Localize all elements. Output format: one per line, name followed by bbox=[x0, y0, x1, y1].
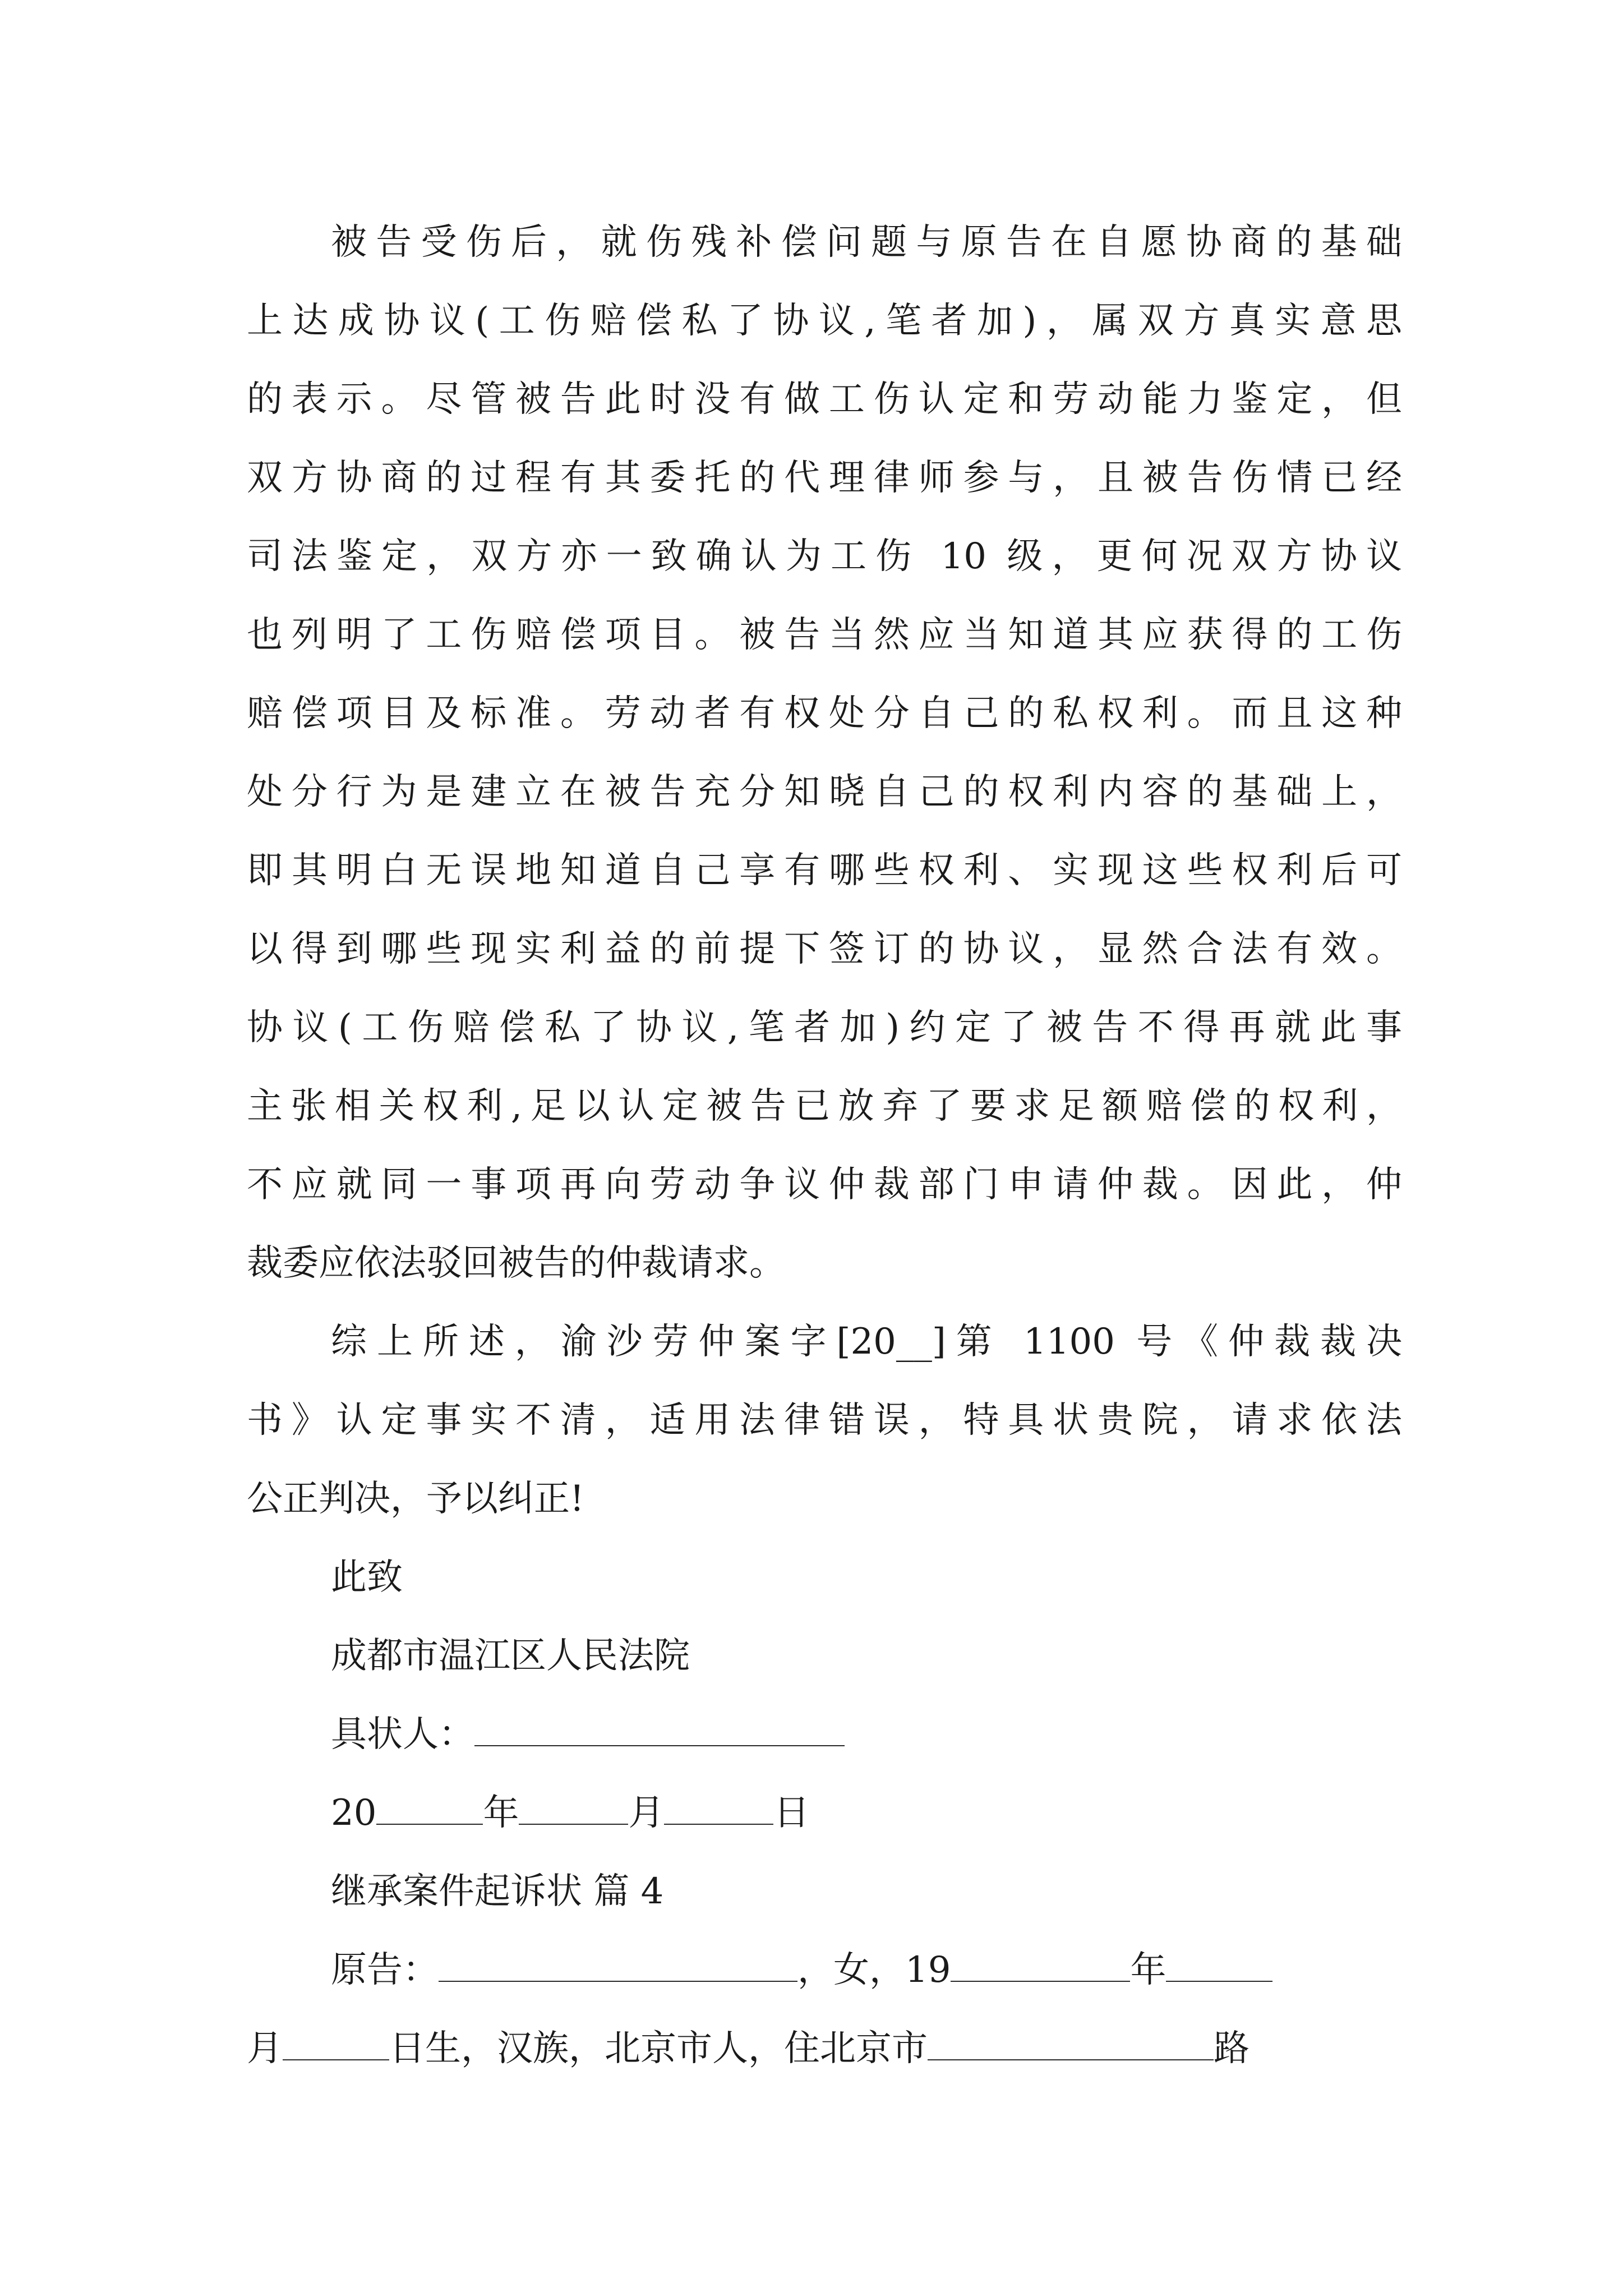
signature-line bbox=[331, 1695, 1402, 1774]
birth-year-label: 年 bbox=[1130, 1949, 1166, 1991]
paragraph-line: 赔偿项目及标准。劳动者有权处分自己的私权利。而且这种 bbox=[247, 693, 1402, 734]
year-blank bbox=[376, 1795, 483, 1825]
birth-year-blank bbox=[951, 1952, 1130, 1982]
plaintiff-line-2 bbox=[247, 2009, 1402, 2088]
paragraph-line: 裁委应依法驳回被告的仲裁请求。 bbox=[247, 1243, 785, 1284]
paragraph-line: 以得到哪些现实利益的前提下签订的协议，显然合法有效。 bbox=[247, 928, 1402, 970]
day-blank bbox=[664, 1795, 773, 1825]
paragraph-line: 公正判决，予以纠正! bbox=[247, 1478, 584, 1520]
month-blank bbox=[519, 1795, 628, 1825]
paragraph-line: 协议(工伤赔偿私了协议,笔者加)约定了被告不得再就此事 bbox=[247, 1007, 1402, 1048]
birth-month-blank-1 bbox=[1166, 1952, 1272, 1982]
paragraph-line: 司法鉴定，双方亦一致确认为工伤 10 级，更何况双方协议 bbox=[247, 536, 1402, 577]
plaintiff-address: 日生，汉族，北京市人，住北京市 bbox=[389, 2028, 928, 2069]
plaintiff-line bbox=[331, 1931, 1402, 2009]
paragraph-line: 也列明了工伤赔偿项目。被告当然应当知道其应获得的工伤 bbox=[247, 614, 1402, 656]
month-label: 月 bbox=[628, 1792, 665, 1834]
street-blank bbox=[928, 2030, 1214, 2060]
plaintiff-gender: ，女，19 bbox=[797, 1949, 951, 1991]
birth-day-blank bbox=[283, 2030, 389, 2060]
signer-label: 具状人： bbox=[331, 1714, 474, 1755]
signer-blank bbox=[474, 1716, 845, 1746]
paragraph-line: 书》认定事实不清，适用法律错误，特具状贵院，请求依法 bbox=[247, 1400, 1402, 1441]
paragraph-line: 的表示。尽管被告此时没有做工伤认定和劳动能力鉴定，但 bbox=[247, 379, 1402, 420]
birth-month-label: 月 bbox=[247, 2028, 283, 2069]
paragraph-line: 被告受伤后，就伤残补偿问题与原告在自愿协商的基础 bbox=[331, 222, 1402, 263]
day-label: 日 bbox=[773, 1792, 810, 1834]
paragraph-line: 综上所述，渝沙劳仲案字[20__]第 1100 号《仲裁裁决 bbox=[331, 1321, 1402, 1363]
date-line bbox=[331, 1774, 1402, 1852]
court-name: 成都市温江区人民法院 bbox=[331, 1635, 690, 1677]
plaintiff-name-blank bbox=[439, 1952, 797, 1982]
plaintiff-label: 原告： bbox=[331, 1949, 439, 1991]
paragraph-line: 上达成协议(工伤赔偿私了协议,笔者加)，属双方真实意思 bbox=[247, 300, 1402, 342]
year-label: 年 bbox=[483, 1792, 519, 1834]
section-heading: 继承案件起诉状 篇 4 bbox=[331, 1871, 664, 1912]
paragraph-line: 不应就同一事项再向劳动争议仲裁部门申请仲裁。因此，仲 bbox=[247, 1164, 1402, 1205]
paragraph-line: 主张相关权利,足以认定被告已放弃了要求足额赔偿的权利， bbox=[247, 1085, 1402, 1127]
year-prefix: 20 bbox=[331, 1792, 377, 1834]
paragraph-line: 处分行为是建立在被告充分知晓自己的权利内容的基础上， bbox=[247, 771, 1402, 813]
paragraph-line: 即其明白无误地知道自己享有哪些权利、实现这些权利后可 bbox=[247, 850, 1402, 891]
paragraph-line: 双方协商的过程有其委托的代理律师参与，且被告伤情已经 bbox=[247, 457, 1402, 499]
salutation: 此致 bbox=[331, 1557, 403, 1598]
road-label: 路 bbox=[1214, 2028, 1249, 2069]
